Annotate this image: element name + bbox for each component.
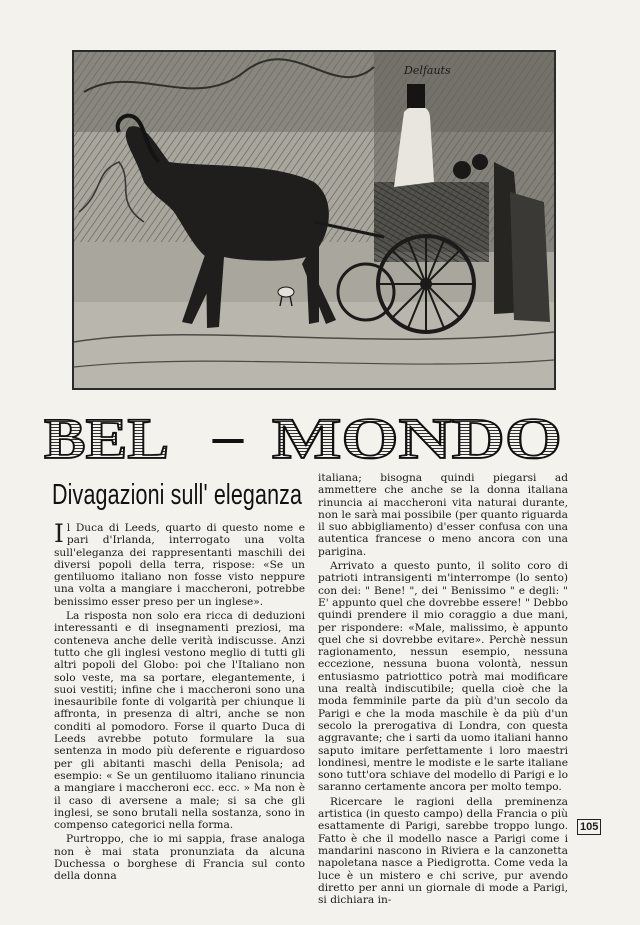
masthead-bel: BEL xyxy=(44,408,169,466)
paragraph: Arrivato a questo punto, il solito coro di patrioti intransigenti m'interrompe (lo sento) con dei: " Bene! ", dei " Benissimo " e degli: " E' appunto quel che dovrebbe essere! " Debbo quindi prendere il mio coraggio a due mani, per rispondere: «Male, malissimo, è appunto quel che si dovrebbe evitare». Perchè nessun ragionamento, nessun esempio, nessuna eccezione, nessuna buona volontà, nessun entusiasmo patriottico potrà mai modificare una realtà indiscutibile; quella cioè che la moda femminile parte da più d'un secolo da Parigi e che la moda maschile è da più d'un secolo la prerogativa di Londra, con questa aggravante; che i sarti da uomo italiani hanno saputo imitare perfettamente i loro maestri londinesi, mentre le modiste e le sarte italiane sono tutt'ora schiave del modello di Parigi e lo saranno certamente ancora per molto tempo. xyxy=(318,560,568,794)
paragraph: Ricercare le ragioni della preminenza artistica (in questo campo) della Francia o più esattamente di Parigi, sarebbe troppo lungo. Fatto è che il modello nasce a Parigi come i mandarini nascono in Riviera e la canzonetta napoletana nasce a Piedigrotta. Come veda la luce è un mistero e chi scrive, pur avendo diretto per anni un giornale di mode a Parigi, si dichiara in- xyxy=(318,795,568,907)
drop-cap: I xyxy=(54,519,64,548)
horse-carriage-sketch xyxy=(74,52,554,388)
masthead xyxy=(40,408,568,466)
paragraph xyxy=(54,519,305,608)
paragraph: italiana; bisogna quindi piegarsi ad ammettere che anche se la donna italiana rinuncia ai maccheroni vita naturai durante, non le sarà mai possibile (per quanto riguarda il suo abbigliamento) d'esser confusa con una autentica francese o meno ancora con una parigina. xyxy=(318,472,568,558)
artist-signature: Delfauts xyxy=(404,64,451,77)
paragraph: La risposta non solo era ricca di deduzioni interessanti e di insegnamenti preziosi, ma conteneva anche delle verità indiscusse. Anzi tutto che gli inglesi vestono meglio di tutti gli altri popoli del Globo: poi che l'Italiano non solo veste, ma sa portare, elegantemente, i suoi vestiti; infine che i maccheroni sono una inesauribile fonte di volgarità per chiunque li affronta, in presenza di altri, anche se non conditi al pomodoro. Forse il quarto Duca di Leeds avrebbe potuto formulare la sua sentenza in modo più deferente e riguardoso per gli abitanti maschi della Penisola; ad esempio: « Se un gentiluomo italiano rinuncia a mangiare i maccheroni ecc. ecc. » Ma non è il caso di aversene a male; si sa che gli inglesi, se sono brutali nella sostanza, sono in compenso categorici nella forma. xyxy=(54,610,305,832)
masthead-mondo: MONDO xyxy=(272,408,562,466)
page-number: 105 xyxy=(577,819,601,835)
paragraph: Purtroppo, che io mi sappia, frase analoga non è mai stata pronunziata da alcuna Duchessa o borghese di Francia sul conto della donna xyxy=(54,833,305,883)
masthead-dash: - xyxy=(208,410,248,463)
paragraph-text: l Duca di Leeds, quarto di questo nome e pari d'Irlanda, interrogato una volta sull'eleganza dei rappresentanti maschili dei diversi popoli della terra, rispose: «Se un gentiluomo italiano non fosse visto neppure una volta a mangiare i maccheroni, potrebbe benissimo esser preso per un inglese». xyxy=(54,522,305,608)
carriage-illustration xyxy=(72,50,556,390)
right-column xyxy=(318,472,568,908)
left-column xyxy=(54,519,305,885)
article-title: Divagazioni sull' eleganza xyxy=(52,479,303,511)
